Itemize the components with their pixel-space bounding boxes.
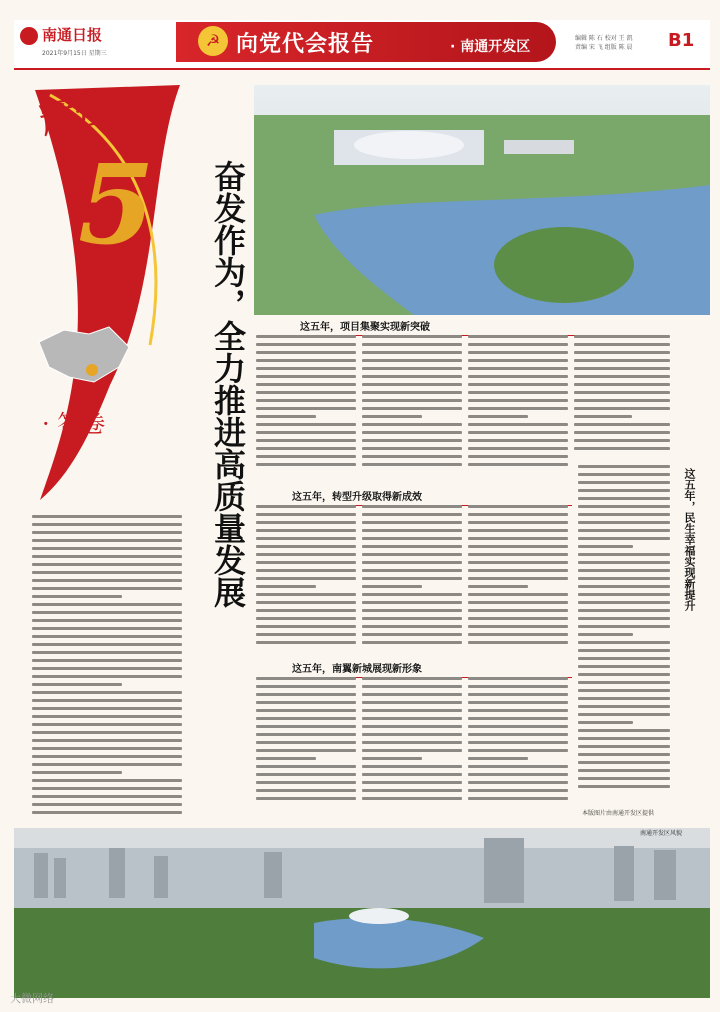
text-line: [256, 545, 356, 548]
page-number: B1: [668, 30, 695, 51]
text-line: [578, 513, 670, 516]
text-line: [578, 593, 670, 596]
text-line: [362, 439, 462, 442]
text-line: [362, 709, 462, 712]
text-line: [468, 633, 568, 636]
text-line: [468, 725, 568, 728]
text-line: [578, 689, 670, 692]
text-line: [574, 391, 670, 394]
text-line: [256, 513, 356, 516]
text-line: [32, 571, 182, 574]
text-line: [468, 383, 568, 386]
text-line: [578, 745, 670, 748]
text-line: [256, 789, 356, 792]
text-line: [578, 489, 670, 492]
text-line: [32, 771, 122, 774]
text-line: [468, 545, 568, 548]
text-line: [256, 399, 356, 402]
text-line: [362, 529, 462, 532]
text-line: [574, 399, 670, 402]
body-column-1c: [468, 335, 568, 475]
text-line: [578, 529, 670, 532]
text-line: [362, 641, 462, 644]
text-line: [32, 787, 182, 790]
text-line: [256, 733, 356, 736]
text-line: [362, 383, 462, 386]
text-line: [578, 649, 670, 652]
text-line: [362, 749, 462, 752]
text-line: [362, 725, 462, 728]
text-line: [468, 609, 568, 612]
text-line: [468, 399, 568, 402]
text-line: [256, 521, 356, 524]
text-line: [32, 779, 182, 782]
text-line: [578, 625, 670, 628]
body-column-2a: [256, 505, 356, 650]
body-column-1b: [362, 335, 462, 475]
text-line: [578, 481, 670, 484]
text-line: [468, 625, 568, 628]
text-line: [362, 537, 462, 540]
text-line: [468, 463, 568, 466]
text-line: [256, 749, 356, 752]
text-line: [362, 391, 462, 394]
text-line: [574, 383, 670, 386]
text-line: [256, 537, 356, 540]
text-line: [256, 701, 356, 704]
text-line: [32, 595, 122, 598]
text-line: [578, 601, 670, 604]
text-line: [256, 757, 316, 760]
text-line: [468, 521, 568, 524]
text-line: [468, 789, 568, 792]
text-line: [32, 699, 182, 702]
text-line: [468, 601, 568, 604]
text-line: [468, 343, 568, 346]
byline: 本版图片由南通开发区提供: [582, 810, 655, 817]
text-line: [578, 777, 670, 780]
text-line: [256, 505, 356, 508]
text-line: [256, 391, 356, 394]
text-line: [578, 505, 670, 508]
text-line: [578, 641, 670, 644]
text-line: [574, 359, 670, 362]
text-line: [468, 415, 528, 418]
text-line: [256, 725, 356, 728]
text-line: [362, 343, 462, 346]
text-line: [32, 659, 182, 662]
text-line: [362, 789, 462, 792]
text-line: [256, 781, 356, 784]
text-line: [578, 569, 670, 572]
text-line: [362, 375, 462, 378]
text-line: [468, 617, 568, 620]
text-line: [578, 785, 670, 788]
text-line: [468, 709, 568, 712]
text-line: [468, 797, 568, 800]
text-line: [468, 733, 568, 736]
text-line: [468, 375, 568, 378]
text-line: [468, 577, 568, 580]
text-line: [362, 701, 462, 704]
text-line: [256, 463, 356, 466]
text-line: [256, 439, 356, 442]
text-line: [256, 529, 356, 532]
text-line: [574, 351, 670, 354]
text-line: [32, 563, 182, 566]
text-line: [362, 399, 462, 402]
text-line: [362, 545, 462, 548]
text-line: [256, 641, 356, 644]
masthead: [20, 24, 180, 46]
text-line: [362, 717, 462, 720]
text-line: [468, 773, 568, 776]
text-line: [574, 447, 670, 450]
text-line: [468, 455, 568, 458]
text-line: [468, 677, 568, 680]
text-line: [468, 741, 568, 744]
text-line: [578, 561, 670, 564]
text-line: [362, 773, 462, 776]
text-line: [468, 693, 568, 696]
feature-answer: · 答卷: [42, 410, 106, 438]
text-line: [32, 747, 182, 750]
text-line: [362, 757, 422, 760]
text-line: [468, 447, 568, 450]
text-line: [362, 577, 462, 580]
text-line: [578, 609, 670, 612]
text-line: [578, 705, 670, 708]
text-line: [256, 677, 356, 680]
text-line: [578, 713, 670, 716]
text-line: [362, 593, 462, 596]
text-line: [468, 717, 568, 720]
photo-caption: 南通开发区风貌: [640, 830, 683, 837]
text-line: [468, 335, 568, 338]
text-line: [256, 359, 356, 362]
feature-year: 年: [95, 266, 128, 304]
text-line: [468, 359, 568, 362]
text-line: [574, 423, 670, 426]
section-subtitle: · 南通开发区: [450, 39, 531, 55]
body-column-left: [32, 515, 182, 820]
text-line: [256, 367, 356, 370]
text-line: [574, 367, 670, 370]
text-line: [256, 693, 356, 696]
text-line: [256, 709, 356, 712]
text-line: [468, 407, 568, 410]
text-line: [578, 753, 670, 756]
subhead-new-city: 这五年，南翼新城展现新形象: [292, 660, 572, 678]
text-line: [256, 717, 356, 720]
text-line: [468, 569, 568, 572]
text-line: [32, 739, 182, 742]
main-headline: 奋发作为，全力推进高质量发展: [209, 160, 247, 608]
text-line: [32, 683, 122, 686]
text-line: [256, 569, 356, 572]
text-line: [32, 635, 182, 638]
text-line: [32, 643, 182, 646]
text-line: [32, 795, 182, 798]
text-line: [362, 609, 462, 612]
masthead-name: 南通日报: [42, 26, 103, 44]
text-line: [578, 673, 670, 676]
text-line: [256, 415, 316, 418]
text-line: [362, 463, 462, 466]
text-line: [578, 617, 670, 620]
text-line: [32, 715, 182, 718]
text-line: [362, 521, 462, 524]
body-column-1a: [256, 335, 356, 475]
text-line: [362, 797, 462, 800]
text-line: [578, 577, 670, 580]
subhead-projects: 这五年，项目集聚实现新突破: [300, 318, 630, 336]
text-line: [256, 455, 356, 458]
text-line: [362, 359, 462, 362]
text-line: [362, 585, 422, 588]
text-line: [32, 691, 182, 694]
text-line: [578, 553, 670, 556]
text-line: [362, 335, 462, 338]
body-column-3b: [362, 677, 462, 812]
text-line: [256, 593, 356, 596]
text-line: [256, 335, 356, 338]
text-line: [256, 447, 356, 450]
text-line: [362, 367, 462, 370]
text-line: [468, 431, 568, 434]
text-line: [578, 633, 633, 636]
text-line: [468, 513, 568, 516]
text-line: [578, 585, 670, 588]
text-line: [578, 729, 670, 732]
text-line: [32, 811, 182, 814]
text-line: [32, 587, 182, 590]
text-line: [362, 447, 462, 450]
text-line: [362, 601, 462, 604]
text-line: [32, 723, 182, 726]
text-line: [578, 545, 633, 548]
text-line: [574, 375, 670, 378]
text-line: [32, 611, 182, 614]
text-line: [578, 697, 670, 700]
text-line: [256, 553, 356, 556]
text-line: [32, 731, 182, 734]
text-line: [32, 555, 182, 558]
text-line: [578, 657, 670, 660]
text-line: [468, 439, 568, 442]
text-line: [32, 627, 182, 630]
text-line: [468, 641, 568, 644]
body-column-3c: [468, 677, 568, 812]
body-column-2c: [468, 505, 568, 650]
text-line: [468, 757, 528, 760]
text-line: [468, 505, 568, 508]
text-line: [32, 707, 182, 710]
text-line: [574, 335, 670, 338]
text-line: [362, 693, 462, 696]
text-line: [574, 439, 670, 442]
text-line: [256, 431, 356, 434]
body-column-3a: [256, 677, 356, 812]
text-line: [468, 553, 568, 556]
hero-photo-aerial: [254, 85, 710, 315]
text-line: [578, 537, 670, 540]
text-line: [468, 391, 568, 394]
text-line: [468, 765, 568, 768]
text-line: [256, 407, 356, 410]
subhead-livelihood: 这五年，民生幸福实现新提升: [683, 468, 696, 611]
editor-line: 编辑 陈 石 校对 王 凯: [575, 35, 633, 42]
text-line: [256, 351, 356, 354]
text-line: [468, 593, 568, 596]
text-line: [256, 577, 356, 580]
text-line: [362, 733, 462, 736]
text-line: [362, 625, 462, 628]
text-line: [362, 423, 462, 426]
text-line: [32, 531, 182, 534]
text-line: [32, 803, 182, 806]
text-line: [578, 665, 670, 668]
text-line: [468, 367, 568, 370]
text-line: [362, 781, 462, 784]
text-line: [32, 763, 182, 766]
text-line: [32, 603, 182, 606]
text-line: [578, 769, 670, 772]
text-line: [362, 561, 462, 564]
text-line: [32, 523, 182, 526]
text-line: [578, 497, 670, 500]
text-line: [362, 415, 422, 418]
text-line: [468, 423, 568, 426]
text-line: [362, 513, 462, 516]
city-photo-panorama: [14, 828, 710, 998]
text-line: [256, 773, 356, 776]
text-line: [362, 633, 462, 636]
party-emblem-icon: ☭: [198, 26, 228, 56]
text-line: [362, 741, 462, 744]
text-line: [362, 677, 462, 680]
text-line: [578, 681, 670, 684]
text-line: [362, 617, 462, 620]
text-line: [362, 455, 462, 458]
editor-credits: [575, 34, 633, 52]
text-line: [578, 737, 670, 740]
text-line: [574, 431, 670, 434]
text-line: [256, 617, 356, 620]
text-line: [468, 685, 568, 688]
text-line: [574, 343, 670, 346]
text-line: [256, 765, 356, 768]
text-line: [574, 407, 670, 410]
text-line: [362, 685, 462, 688]
text-line: [256, 625, 356, 628]
text-line: [256, 601, 356, 604]
body-column-2b: [362, 505, 462, 650]
text-line: [32, 619, 182, 622]
text-line: [256, 375, 356, 378]
body-column-right: [578, 465, 670, 800]
text-line: [468, 781, 568, 784]
text-line: [32, 667, 182, 670]
text-line: [468, 561, 568, 564]
text-line: [32, 539, 182, 542]
text-line: [32, 675, 182, 678]
nantong-map-graphic: [34, 322, 134, 392]
text-line: [578, 473, 670, 476]
newspaper-logo-icon: [20, 27, 38, 45]
text-line: [362, 553, 462, 556]
text-line: [468, 529, 568, 532]
text-line: [468, 537, 568, 540]
text-line: [32, 755, 182, 758]
text-line: [256, 741, 356, 744]
text-line: [468, 749, 568, 752]
text-line: [256, 561, 356, 564]
text-line: [32, 547, 182, 550]
text-line: [362, 351, 462, 354]
masthead-date: 2021年9月15日 星期三: [42, 50, 107, 57]
text-line: [362, 407, 462, 410]
text-line: [468, 701, 568, 704]
text-line: [578, 465, 670, 468]
subhead-transformation: 这五年，转型升级取得新成效: [292, 488, 572, 506]
text-line: [468, 351, 568, 354]
text-line: [256, 383, 356, 386]
text-line: [578, 721, 633, 724]
text-line: [256, 585, 316, 588]
text-line: [256, 609, 356, 612]
text-line: [574, 415, 632, 418]
text-line: [578, 761, 670, 764]
text-line: [256, 685, 356, 688]
text-line: [256, 797, 356, 800]
text-line: [32, 579, 182, 582]
text-line: [362, 505, 462, 508]
text-line: [256, 633, 356, 636]
text-line: [256, 343, 356, 346]
text-line: [32, 651, 182, 654]
text-line: [578, 521, 670, 524]
text-line: [32, 515, 182, 518]
text-line: [362, 431, 462, 434]
body-column-1d: [574, 335, 670, 455]
feature-number: 5: [78, 140, 155, 269]
feature-title-glory: 辉煌: [36, 85, 116, 143]
feature-answer-text: 答卷: [57, 410, 106, 438]
section-title: 向党代会报告: [236, 32, 375, 57]
editor-line: 责编 宋 飞 组版 陈 晨: [575, 44, 633, 51]
text-line: [362, 569, 462, 572]
text-line: [362, 765, 462, 768]
watermark: 大微网络: [10, 992, 54, 1005]
text-line: [256, 423, 356, 426]
text-line: [468, 585, 528, 588]
